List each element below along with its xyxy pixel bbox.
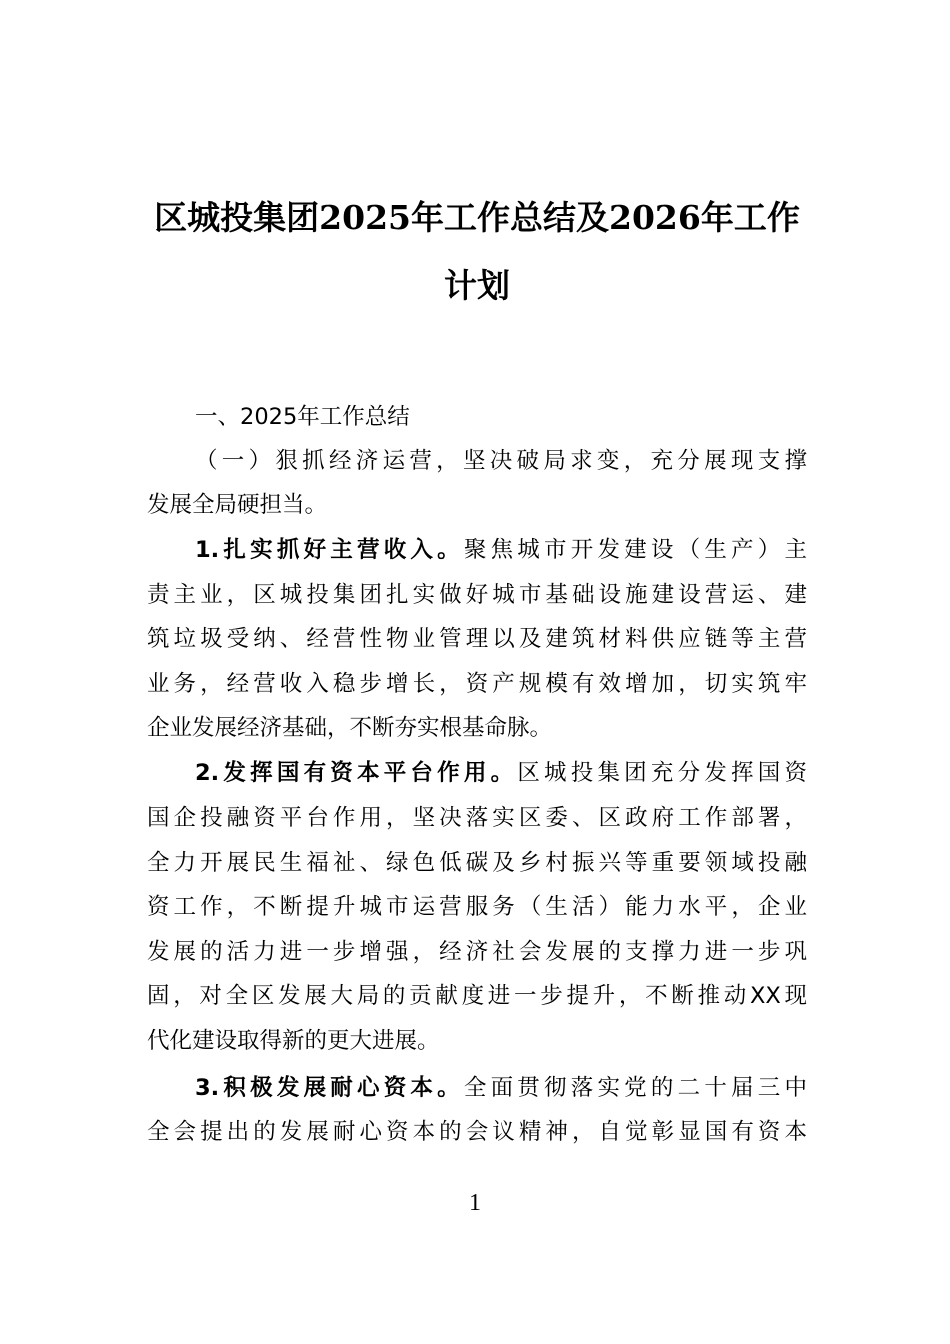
item-2-line-3: 全力开展民生福祉、绿色低碳及乡村振兴等重要领域投融: [147, 850, 807, 876]
item-1-line-4: 业务，经营收入稳步增长，资产规模有效增加，切实筑牢: [147, 671, 807, 697]
item-1-line-3: 筑垃圾受纳、经营性物业管理以及建筑材料供应链等主营: [147, 626, 807, 652]
item-1-line-5: 企业发展经济基础，不断夯实根基命脉。: [147, 715, 553, 741]
page-number: 1: [469, 1190, 481, 1216]
subsection-heading-line-2: 发展全局硬担当。: [147, 492, 328, 518]
item-3-line-2: 全会提出的发展耐心资本的会议精神，自觉彰显国有资本: [147, 1119, 807, 1145]
item-2-line-4: 资工作，不断提升城市运营服务（生活）能力水平，企业: [147, 894, 807, 920]
item-1-line-1: [195, 535, 807, 565]
item-1-line-2: 责主业，区城投集团扎实做好城市基础设施建设营运、建: [147, 582, 807, 608]
section-heading-2025-summary: 一、2025年工作总结: [195, 404, 410, 430]
item-2-line-5: 发展的活力进一步增强，经济社会发展的支撑力进一步巩: [147, 939, 807, 965]
item-2-line-7: 代化建设取得新的更大进展。: [147, 1028, 440, 1054]
item-1-title: 1.扎实抓好主营收入。: [195, 537, 464, 563]
item-2-line-1-text: 区城投集团充分发挥国资: [517, 760, 807, 786]
item-3-title: 3.积极发展耐心资本。: [195, 1075, 464, 1101]
item-3-line-1: [195, 1073, 807, 1103]
subsection-heading-line-1: （一）狠抓经济运营，坚决破局求变，充分展现支撑: [195, 448, 807, 474]
item-2-line-1: [195, 758, 807, 788]
document-title-line-1: 区城投集团2025年工作总结及2026年工作: [154, 198, 800, 237]
item-2-title: 2.发挥国有资本平台作用。: [195, 760, 518, 786]
document-title-line-2: 计划: [444, 266, 510, 305]
item-2-line-6: 固，对全区发展大局的贡献度进一步提升，不断推动XX现: [147, 983, 807, 1009]
item-2-line-2: 国企投融资平台作用，坚决落实区委、区政府工作部署，: [147, 805, 807, 831]
item-3-line-1-text: 全面贯彻落实党的二十届三中: [463, 1075, 807, 1101]
item-1-line-1-text: 聚焦城市开发建设（生产）主: [463, 537, 807, 563]
